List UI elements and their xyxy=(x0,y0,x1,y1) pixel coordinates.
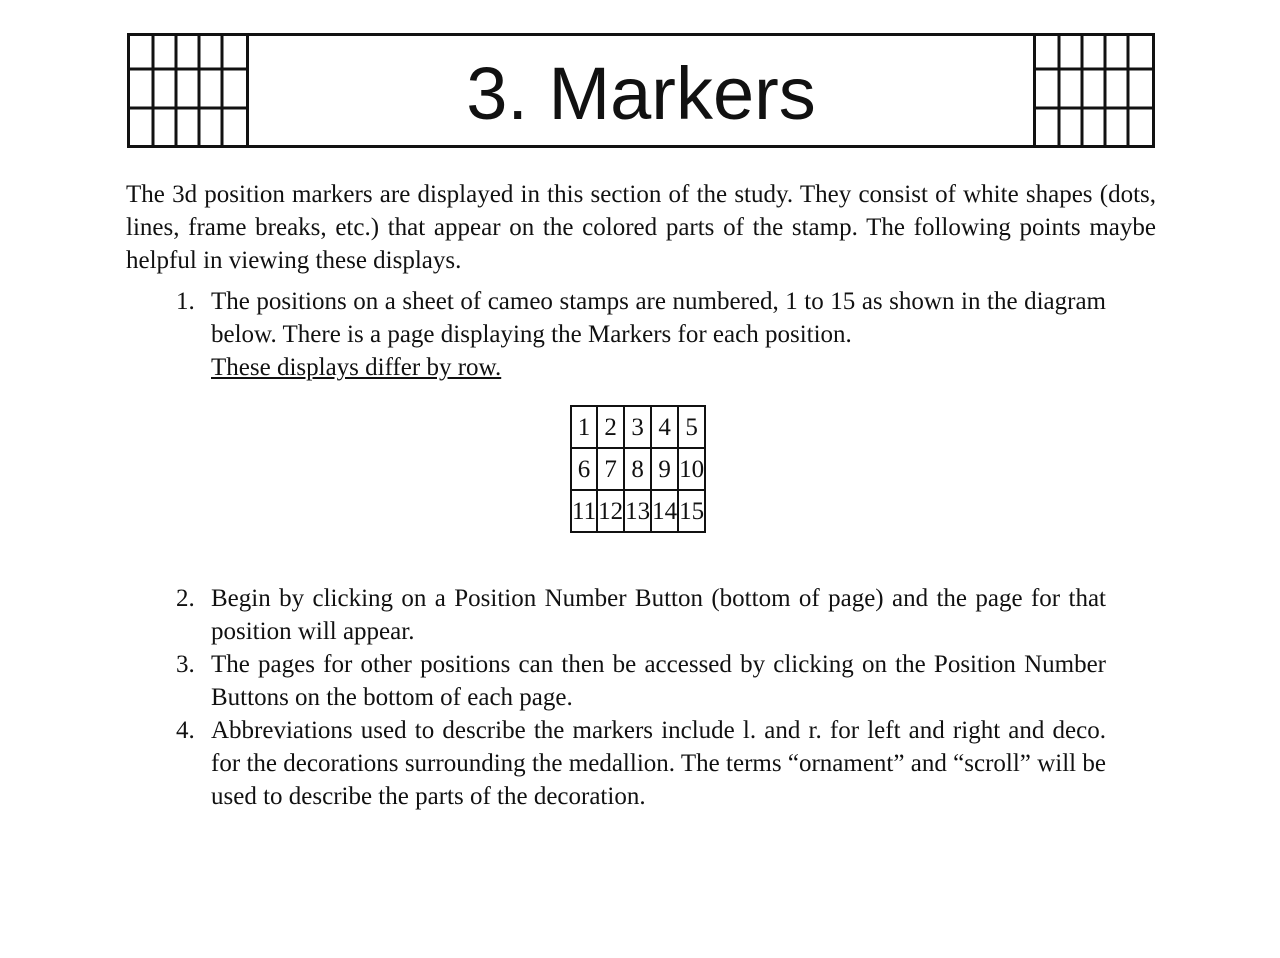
title-banner xyxy=(127,33,1155,148)
item-number: 3. xyxy=(176,651,195,678)
list-item xyxy=(176,714,1106,813)
list-item xyxy=(176,582,1106,648)
grid-row xyxy=(571,490,705,532)
position-grid xyxy=(570,405,706,533)
item-text: Begin by clicking on a Position Number Button (bottom of page) and the page for that position will appear. xyxy=(211,585,1106,645)
grid-cell: 9 xyxy=(651,448,678,490)
grid-cell: 14 xyxy=(651,490,678,532)
grid-cell: 4 xyxy=(651,406,678,448)
instruction-list xyxy=(176,285,1106,813)
item-text: The pages for other positions can then be accessed by clicking on the Position Number Buttons on the bottom of each page. xyxy=(211,651,1106,711)
grid-lines-right xyxy=(1036,36,1152,145)
grid-cell: 8 xyxy=(624,448,651,490)
grid-cell: 1 xyxy=(571,406,597,448)
item-text-underlined: These displays differ by row. xyxy=(211,354,502,381)
grid-cell: 10 xyxy=(678,448,705,490)
grid-cell: 7 xyxy=(597,448,624,490)
intro-paragraph: The 3d position markers are displayed in this section of the study. They consist of white shapes (dots, lines, frame breaks, etc.) that appear on the colored parts of the stamp. The following points maybe helpful in viewing these displays. xyxy=(126,181,1156,274)
list-item xyxy=(176,285,1106,384)
grid-cell: 12 xyxy=(597,490,624,532)
item-number: 2. xyxy=(176,585,195,612)
document-body xyxy=(126,178,1156,813)
grid-list-row xyxy=(176,384,1106,582)
list-item xyxy=(176,648,1106,714)
grid-row xyxy=(571,448,705,490)
item-text xyxy=(211,285,1106,384)
item-text: Abbreviations used to describe the markers include l. and r. for left and right and deco. for the decorations surrounding the medallion. The terms “ornament” and “scroll” will be used to describe the parts of the decoration. xyxy=(211,717,1106,810)
grid-cell: 15 xyxy=(678,490,705,532)
grid-cell: 5 xyxy=(678,406,705,448)
grid-cell: 2 xyxy=(597,406,624,448)
grid-decoration-right xyxy=(1033,33,1155,148)
grid-cell: 11 xyxy=(571,490,597,532)
item-number: 4. xyxy=(176,717,195,744)
grid-row xyxy=(571,406,705,448)
page-title: 3. Markers xyxy=(466,52,816,135)
item-text-body: The positions on a sheet of cameo stamps are numbered, 1 to 15 as shown in the diagram below. There is a page displaying the Markers for each position. xyxy=(211,288,1106,348)
grid-cell: 13 xyxy=(624,490,651,532)
item-number: 1. xyxy=(176,288,195,315)
grid-cell: 3 xyxy=(624,406,651,448)
grid-cell: 6 xyxy=(571,448,597,490)
